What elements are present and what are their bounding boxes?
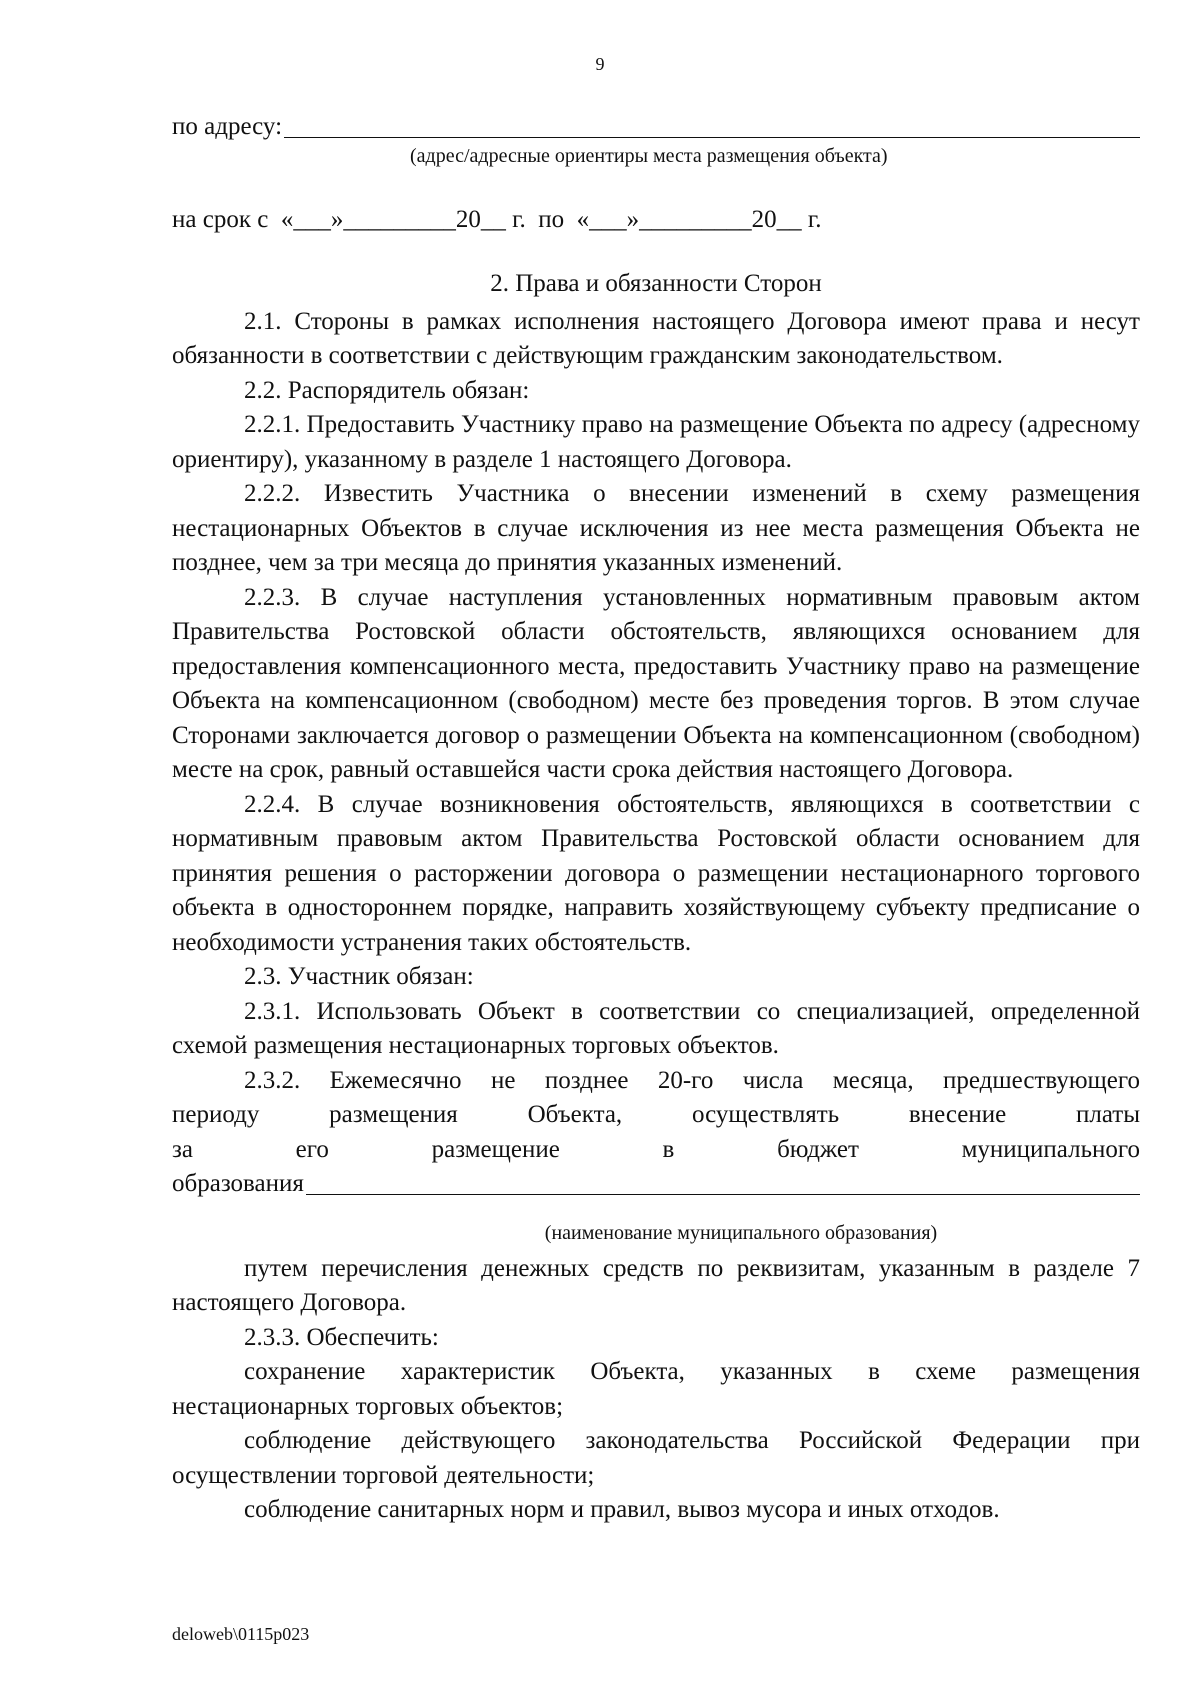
paragraph-2-2-3: 2.2.3. В случае наступления установленных нормативным правовым актом Правительства Ростовской области обстоятельств, являющихся основанием для предоставления компенсационного места, предоставить Участнику право на размещение Объекта на компенсационном (свободном) месте без проведения торгов. В этом случае Сторонами заключается договор о размещении Объекта на компенсационном (свободном) месте на срок, равный оставшейся части срока действия настоящего Договора. [172,583,1140,783]
address-label: по адресу: [172,113,283,140]
paragraph-2-1: 2.1. Стороны в рамках исполнения настоящего Договора имеют права и несут обязанности в соответствии с действующим гражданским законодательством. [172,307,1140,369]
municipality-blank [306,1170,1140,1195]
paragraph-2-3-2-line-1: 2.3.2. Ежемесячно не позднее 20-го числа месяца, предшествующего [244,1066,1140,1094]
paragraph-2-2-4: 2.2.4. В случае возникновения обстоятельств, являющихся в соответствии с нормативным правовым актом Правительства Ростовской области основанием для принятия решения о расторжении договора о размещении нестационарного торгового объекта в одностороннем порядке, направить хозяйствующему субъекту предписание о необходимости устранения таких обстоятельств. [172,790,1140,956]
paragraph-2-3-2-continuation: путем перечисления денежных средств по реквизитам, указанным в разделе 7 настоящего Договора. [172,1254,1140,1316]
paragraph-2-3-3: 2.3.3. Обеспечить: [244,1323,439,1351]
paragraph-2-2-2: 2.2.2. Известить Участника о внесении изменений в схему размещения нестационарных Объектов в случае исключения из нее места размещения Объекта не позднее, чем за три месяца до принятия указанных изменений. [172,480,1140,576]
list-item: сохранение характеристик Объекта, указанных в схеме размещения нестационарных торговых объектов; [172,1358,1140,1420]
municipality-label: образования [172,1170,304,1197]
document-body [172,110,1140,1528]
paragraph-2-3: 2.3. Участник обязан: [244,963,474,990]
paragraph-2-3-2-line-3: за его размещение в бюджет муниципального [172,1135,1140,1163]
list-item: соблюдение действующего законодательства Российской Федерации при осуществлении торговой деятельности; [172,1427,1140,1489]
paragraph-2-3-1: 2.3.1. Использовать Объект в соответствии со специализацией, определенной схемой размещения нестационарных торговых объектов. [172,997,1140,1059]
municipality-line [172,1167,1140,1202]
list-item: соблюдение санитарных норм и правил, вывоз мусора и иных отходов. [244,1496,1000,1523]
page-number: 9 [595,54,605,74]
section-title: 2. Права и обязанности Сторон [490,270,822,297]
paragraph-2-2: 2.2. Распорядитель обязан: [244,376,530,404]
paragraph-2-2-1: 2.2.1. Предоставить Участнику право на размещение Объекта по адресу (адресному ориентиру), указанному в разделе 1 настоящего Договора. [172,411,1140,473]
address-line [172,110,1140,145]
address-blank [284,113,1140,138]
footer-file-code: deloweb\0115p023 [172,1624,310,1644]
term-line: на срок с «___»_________20__ г. по «___»_________20__ г. [172,205,822,233]
municipality-caption: (наименование муниципального образования) [544,1221,938,1244]
address-caption: (адрес/адресные ориентиры места размещения объекта) [410,144,888,167]
paragraph-2-3-2-line-2: периоду размещения Объекта, осуществлять внесение платы [172,1101,1140,1128]
